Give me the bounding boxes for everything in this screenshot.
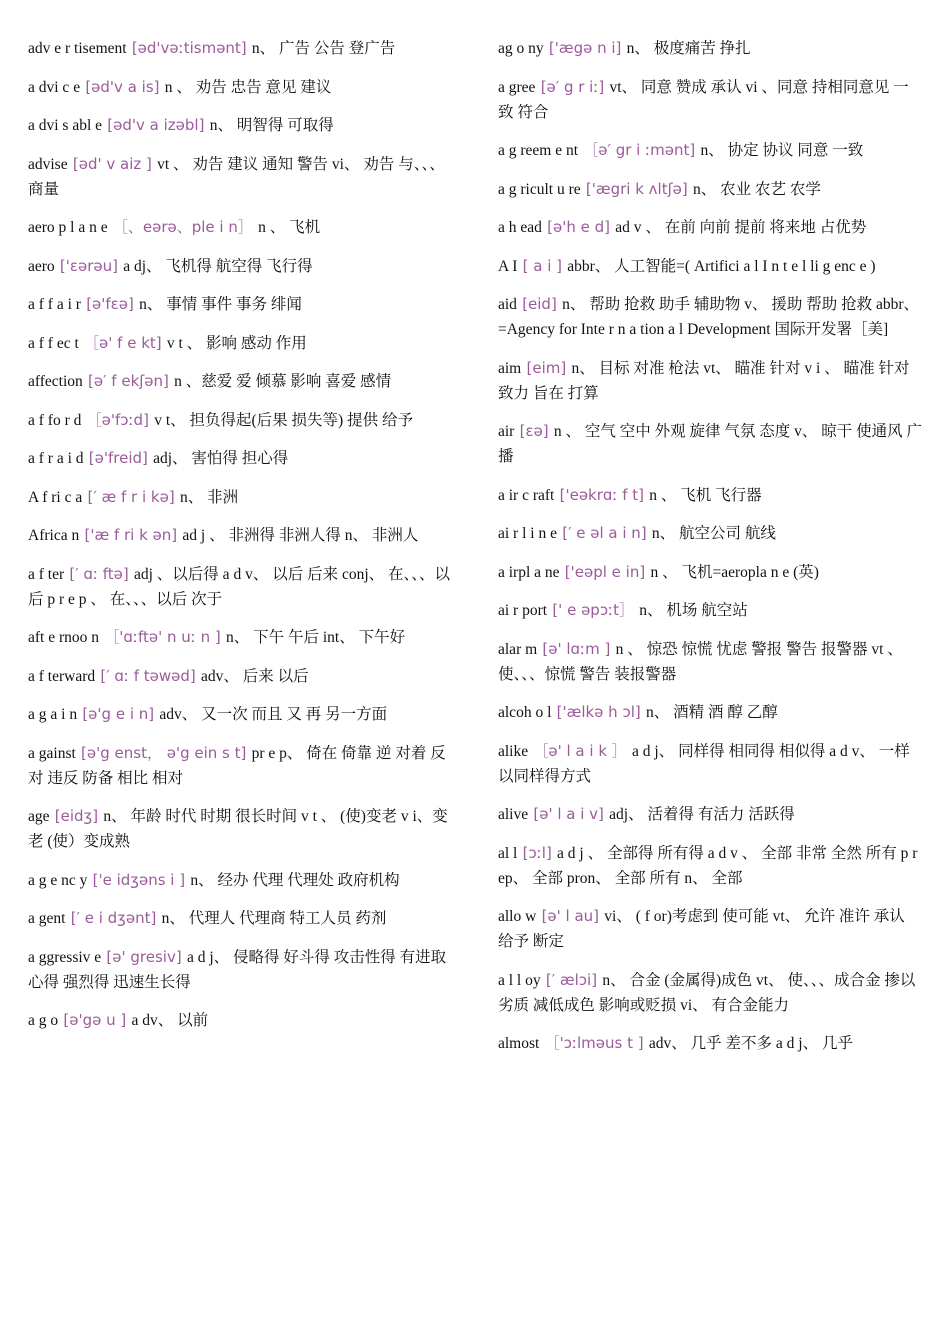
entry-african: Africa n ['æ f ri k ən] ad j 、 非洲得 非洲人得 n、 非洲人	[28, 526, 419, 544]
entry-air: air [εə] n 、 空气 空中 外观 旋律 气氛 态度 v、 晾干 使通风 广播	[498, 422, 923, 465]
entry-agree: a gree [ə′ g r iː] vt、 同意 赞成 承认 vi 、同意 持相同意见 一致 符合	[498, 77, 909, 121]
entry-afraid: a f r a i d [ə'freid] adj、 害怕得 担心得	[28, 449, 289, 467]
entry-affect: a f f ec t ［ə' f e kt] v t 、 影响 感动 作用	[28, 333, 307, 352]
right-column	[498, 36, 924, 1344]
entry-age: age [eidʒ] n、 年龄 时代 时期 很长时间 v t 、 (使)变老 v i、变老 (使）变成熟	[28, 807, 448, 850]
entry-after: a f ter [′ ɑː ftə] adj 、以后得 a d v、 以后 后来 conj、 在、、、以后 p r e p 、 在、、、以后 次于	[28, 564, 451, 608]
entry-aero: aero ['εərəu] a dj、 飞机得 航空得 飞行得	[28, 256, 313, 275]
entry-aircraft: a ir c raft ['eəkrɑː f t] n 、 飞机 飞行器	[498, 485, 762, 504]
entry-affection: affection [ə′ f ekʃən] n 、慈爱 爱 倾慕 影响 喜爱 感情	[28, 372, 392, 390]
entry-advice: a dvi c e [əd'v a is] n 、 劝告 忠告 意见 建议	[28, 77, 332, 96]
entry-airport: ai r port [' e əpɔːt］ n、 机场 航空站	[498, 601, 748, 619]
entry-advertisement: adv e r tisement [əd'vəːtismənt] n、 广告 公告 登广告	[28, 39, 396, 57]
entry-again: a g a i n [ə'g e i n] adv、 又一次 而且 又 再 另一方面	[28, 705, 388, 723]
entry-against: a gainst [ə'g enst， ə'g ein s t] pr e p、 倚在 倚靠 逆 对着 反对 违反 防备 相比 相对	[28, 743, 446, 787]
entry-alcohol: alcoh o l ['ælkə h ɔl] n、 酒精 酒 醇 乙醇	[498, 703, 778, 721]
entry-aeroplane: aero p l a n e ［、eərə、ple i n］ n 、 飞机	[28, 218, 321, 236]
entry-aid: aid [eid] n、 帮助 抢救 助手 辅助物 v、 援助 帮助 抢救 abbr、=Agency for Inte r n a tion a l Development 国际开发署［美]	[498, 295, 919, 338]
entry-agony: ag o ny ['ægə n i] n、 极度痛苦 挣扎	[498, 39, 751, 57]
entry-almost: almost ［'ɔːlməus t ] adv、 几乎 差不多 a d j、 几乎	[498, 1034, 853, 1052]
left-column	[28, 36, 460, 1344]
entry-airline: ai r l i n e [′ e əl a i n] n、 航空公司 航线	[498, 524, 776, 542]
entry-afternoon: aft e rnoo n ［'ɑːftə' n uː n ] n、 下午 午后 int、 下午好	[28, 628, 406, 646]
entry-alike: alike ［ə' l a i k ］ a d j、 同样得 相同得 相似得 a d v、 一样 以同样得方式	[498, 741, 910, 785]
entry-aim: aim [eim] n、 目标 对准 枪法 vt、 瞄准 针对 v i 、 瞄准 针对 致力 旨在 打算	[498, 358, 910, 402]
entry-alloy: a l l oy [′ ælɔi] n、 合金 (金属得)成色 vt、 使、、、成合金 掺以劣质 减低成色 影响或贬损 vi、 有合金能力	[498, 970, 916, 1014]
entry-advisable: a dvi s abl e [əd'v a izəbl] n、 明智得 可取得	[28, 116, 334, 134]
entry-afford: a f fo r d ［ə'fɔːd] v t、 担负得起(后果 损失等) 提供 给予	[28, 410, 413, 429]
entry-ai: A I [ a i ] abbr、 人工智能=( Artifici a l I n t e l li g enc e )	[498, 256, 876, 275]
entry-affair: a f f a i r [ə'fεə] n、 事情 事件 事务 绯闻	[28, 295, 302, 313]
entry-ago: a g o [ə'gə u ] a dv、 以前	[28, 1011, 209, 1029]
entry-agriculture: a g ricult u re ['ægri k ʌltʃə] n、 农业 农艺 农学	[498, 179, 821, 198]
entry-aggressive: a ggressiv e [ə' gresiv] a d j、 侵略得 好斗得 攻击性得 有进取心得 强烈得 迅速生长得	[28, 947, 447, 991]
entry-airplane: a irpl a ne ['eəpl e in] n 、 飞机=aeropla n e (英)	[498, 562, 819, 581]
entry-alive: alive [ə' l a i v] adj、 活着得 有活力 活跃得	[498, 805, 795, 823]
entry-agency: a g e nc y ['e idʒəns i ] n、 经办 代理 代理处 政府机构	[28, 870, 400, 889]
entry-afterward: a f terward [′ ɑː f təwəd] adv、 后来 以后	[28, 666, 309, 685]
entry-allow: allo w [ə' l au] vi、 ( f or)考虑到 使可能 vt、 允许 准许 承认 给予 断定	[498, 907, 905, 950]
entry-agent: a gent [′ e i dʒənt] n、 代理人 代理商 特工人员 药剂	[28, 909, 387, 927]
entry-africa: A f ri c a [′ æ f r i kə] n、 非洲	[28, 487, 239, 506]
entry-advise: advise [əd' v aiz ] vt 、 劝告 建议 通知 警告 vi、 劝告 与、、、商量	[28, 154, 445, 198]
entry-agreement: a g reem e nt ［ə′ gr i ːmənt] n、 协定 协议 同意 一致	[498, 141, 864, 159]
entry-alarm: alar m [ə' lɑːm ] n 、 惊恐 惊慌 忧虑 警报 警告 报警器 vt 、使、、、惊慌 警告 装报警器	[498, 639, 903, 683]
entry-all: al l [ɔːl] a d j 、 全部得 所有得 a d v 、 全部 非常 全然 所有 p r ep、 全部 pron、 全部 所有 n、 全部	[498, 843, 918, 887]
entry-ahead: a h ead [ə'h e d] ad v 、 在前 向前 提前 将来地 占优势	[498, 218, 867, 236]
